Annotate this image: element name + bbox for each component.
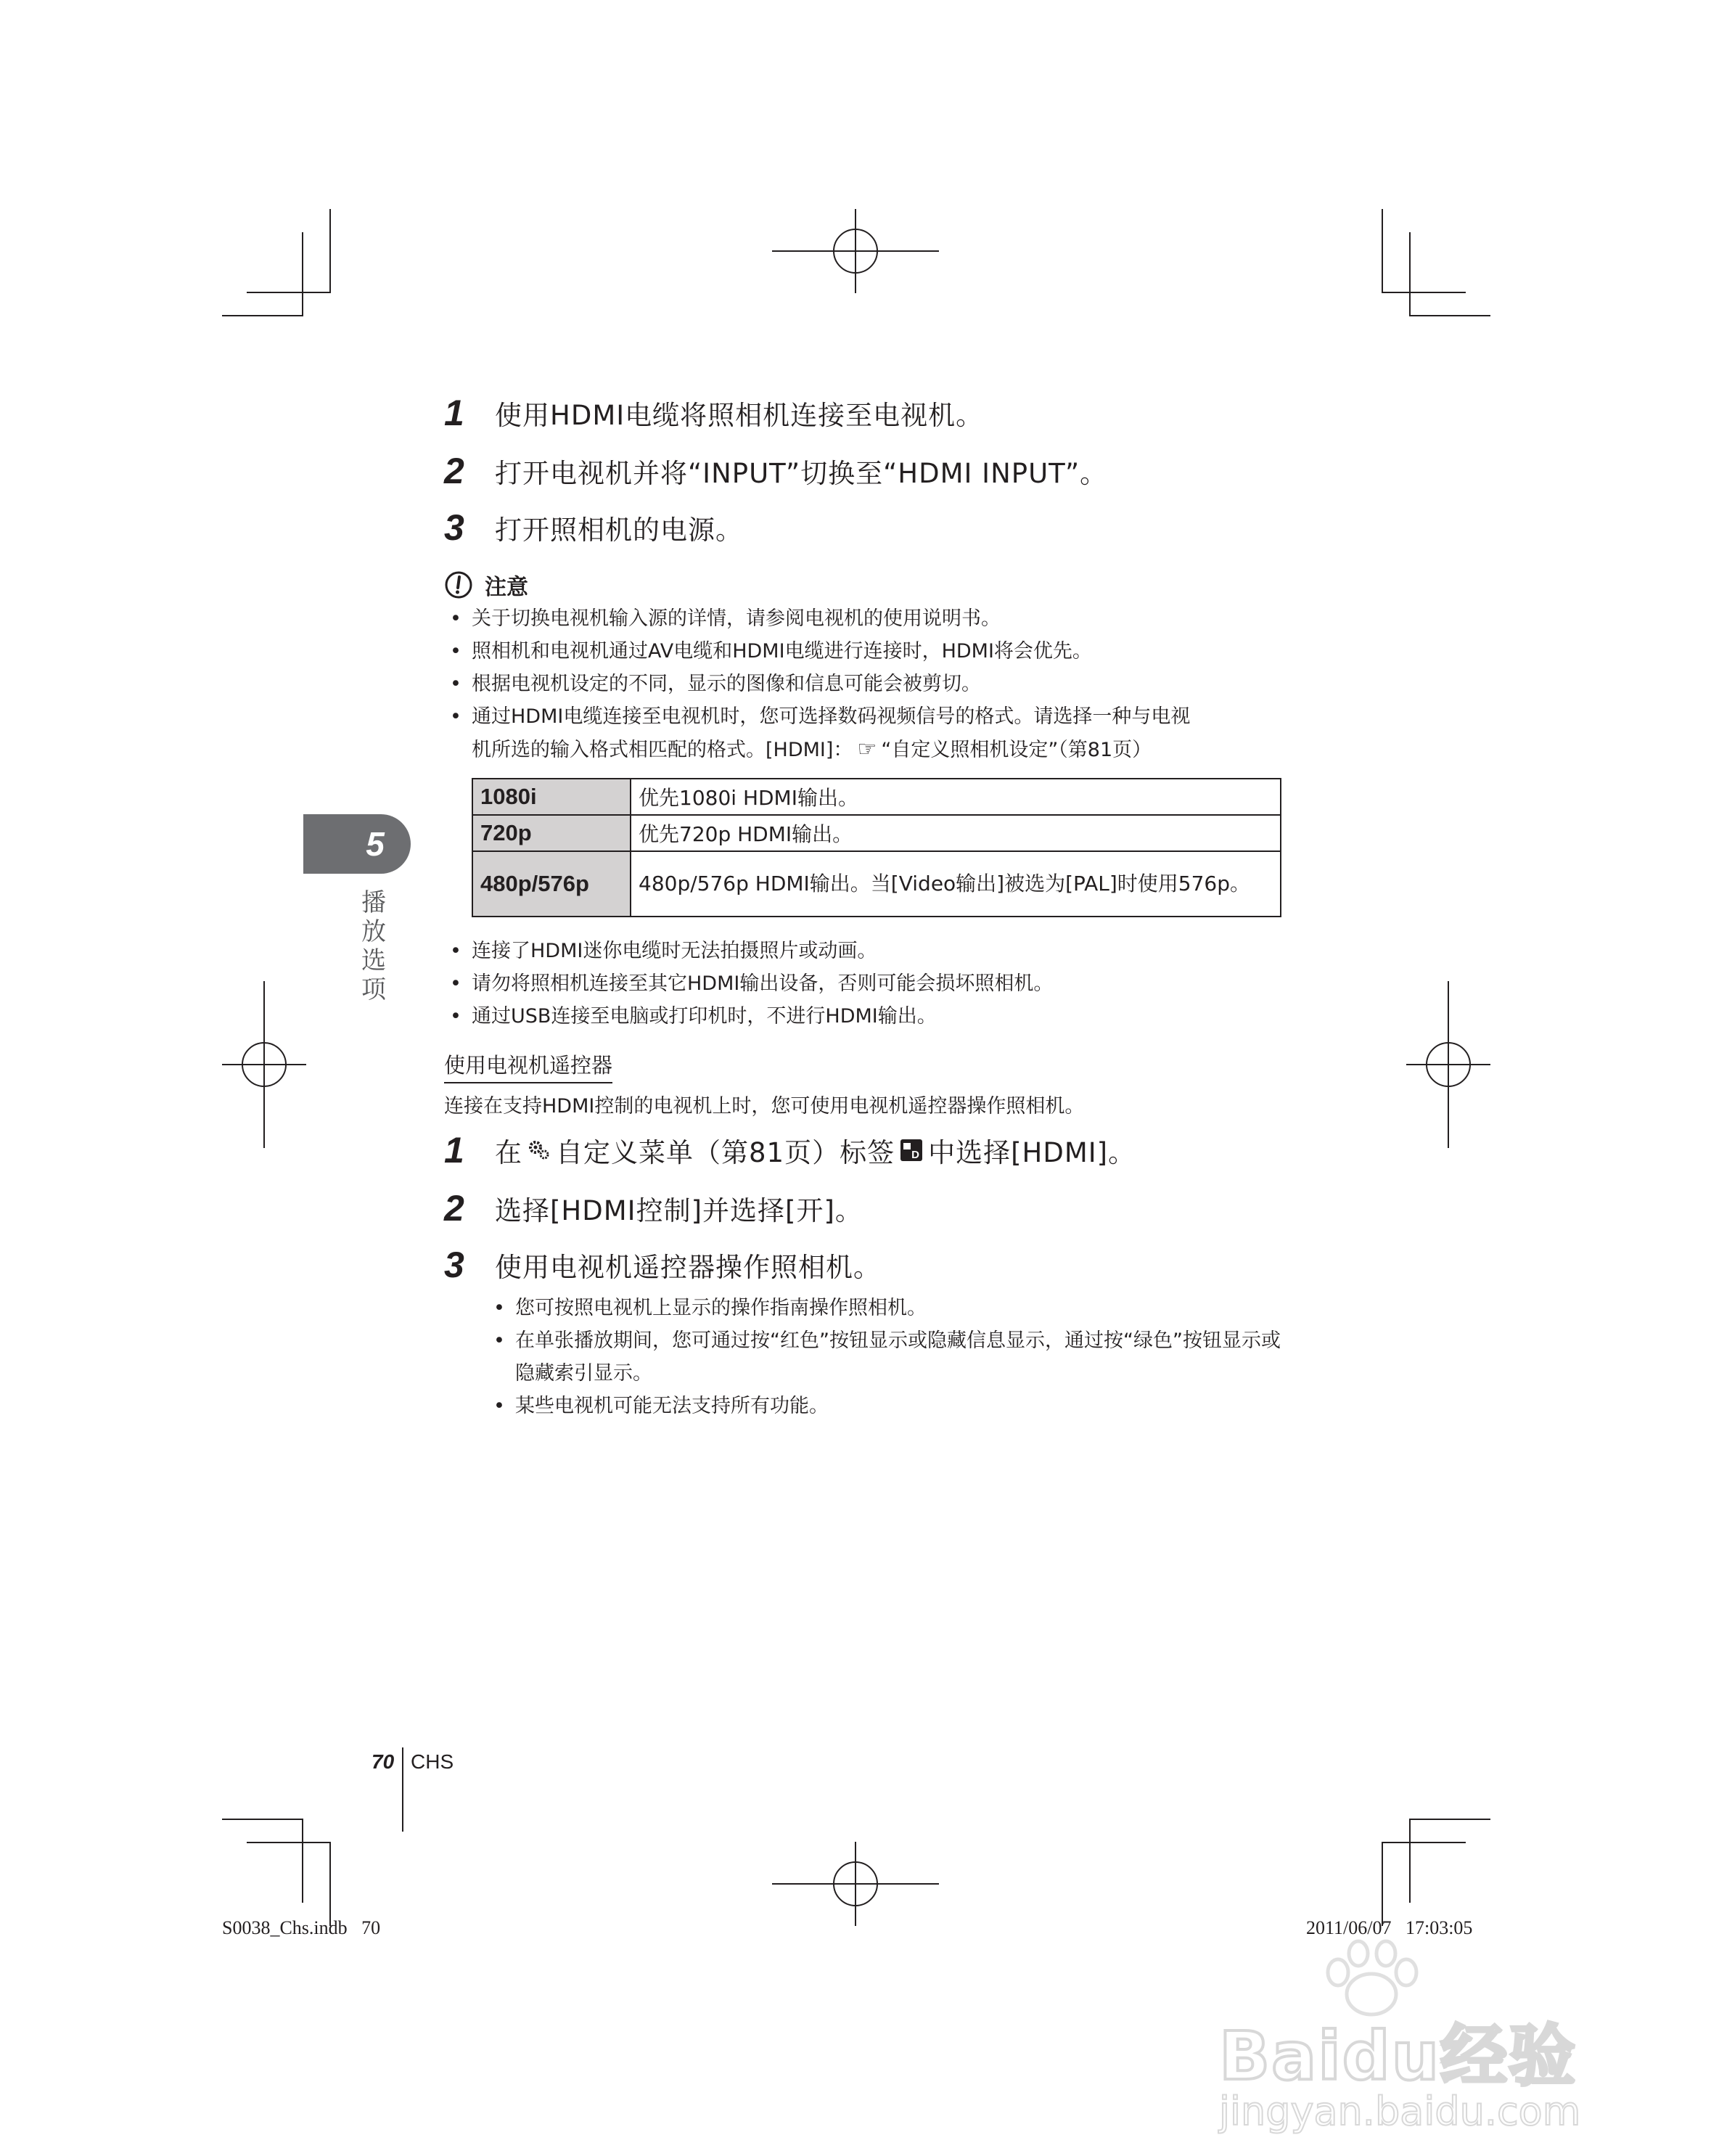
table-value: 优先1080i HDMI输出。 — [631, 779, 1281, 815]
table-key: 480p/576p — [472, 851, 631, 917]
registration-mark-right-icon — [1406, 981, 1490, 1148]
list-item: • 请勿将照相机连接至其它HDMI输出设备，否则可能会损坏照相机。 — [450, 967, 1292, 1000]
print-timestamp: 2011/06/07 17:03:05 — [1306, 1917, 1473, 1938]
bullet-line: 机所选的输入格式相匹配的格式。[HDMI]： — [472, 739, 853, 761]
footer-divider — [402, 1747, 403, 1832]
reference-icon: ☞ — [857, 737, 877, 762]
list-item: • 连接了HDMI迷你电缆时无法拍摄照片或动画。 — [450, 935, 1292, 967]
remote-notes-list — [493, 1292, 1292, 1422]
chapter-title: 播放选项 — [361, 888, 386, 1004]
list-item: • 根据电视机设定的不同，显示的图像和信息可能会被剪切。 — [450, 668, 1292, 700]
section-heading: 使用电视机遥控器 — [444, 1049, 612, 1083]
chapter-number: 5 — [366, 825, 385, 863]
step-number: 1 — [444, 1130, 464, 1171]
remote-step-2 — [444, 1187, 863, 1229]
tab-d-icon — [899, 1138, 924, 1163]
step-number: 1 — [444, 393, 464, 433]
step-text: 使用HDMI电缆将照相机连接至电视机。 — [495, 400, 984, 431]
chapter-tab — [303, 814, 411, 874]
step-text: 打开照相机的电源。 — [495, 515, 743, 546]
watermark-url: jingyan.baidu.com — [1219, 2089, 1581, 2134]
step-number: 3 — [444, 507, 464, 548]
step-text: 使用电视机遥控器操作照相机。 — [495, 1252, 881, 1283]
list-item: • 在单张播放期间，您可通过按“红色”按钮显示或隐藏信息显示，通过按“绿色”按钮显示或隐藏索引显示。 — [493, 1324, 1292, 1390]
section-intro: 连接在支持HDMI控制的电视机上时，您可使用电视机遥控器操作照相机。 — [444, 1095, 1085, 1118]
bullet-reference: “自定义照相机设定”（第81页） — [881, 739, 1152, 761]
list-item: • 您可按照电视机上显示的操作指南操作照相机。 — [493, 1292, 1292, 1324]
watermark-brand: Baidu经验 — [1219, 2017, 1577, 2095]
language-code: CHS — [411, 1750, 454, 1773]
table-key: 720p — [472, 815, 631, 851]
list-item — [450, 700, 1292, 766]
step-text: 自定义菜单（第81页）标签 — [556, 1137, 895, 1168]
list-item: • 某些电视机可能无法支持所有功能。 — [493, 1390, 1292, 1422]
step-number: 2 — [444, 451, 464, 491]
table-key: 1080i — [472, 779, 631, 815]
note-title: 注意 — [485, 575, 528, 600]
table-row — [472, 779, 1281, 815]
page-number: 70 — [372, 1750, 395, 1773]
hdmi-format-table — [472, 778, 1281, 917]
hdmi-notes-list — [450, 935, 1292, 1033]
step-3 — [444, 507, 743, 549]
step-number: 3 — [444, 1245, 464, 1285]
step-1 — [444, 392, 983, 434]
list-item: • 通过USB连接至电脑或打印机时，不进行HDMI输出。 — [450, 1000, 1292, 1033]
registration-mark-bottom-icon — [772, 1842, 939, 1926]
table-row — [472, 815, 1281, 851]
note-heading — [444, 569, 528, 601]
step-text: 打开电视机并将“INPUT”切换至“HDMI INPUT”。 — [495, 458, 1108, 489]
list-item: • 关于切换电视机输入源的详情，请参阅电视机的使用说明书。 — [450, 602, 1292, 635]
registration-mark-left-icon — [222, 981, 306, 1148]
step-text: 中选择[HDMI]。 — [928, 1137, 1136, 1168]
remote-step-1 — [444, 1129, 1136, 1171]
table-row — [472, 851, 1281, 917]
table-value: 优先720p HDMI输出。 — [631, 815, 1281, 851]
list-item: • 照相机和电视机通过AV电缆和HDMI电缆进行连接时，HDMI将会优先。 — [450, 635, 1292, 668]
step-text: 选择[HDMI控制]并选择[开]。 — [495, 1195, 863, 1226]
note-list — [450, 602, 1292, 766]
remote-step-3 — [444, 1244, 881, 1286]
step-text: 在 — [495, 1137, 522, 1168]
svg-text:D: D — [911, 1149, 921, 1161]
file-info: S0038_Chs.indb 70 — [222, 1917, 381, 1938]
bullet-line: 通过HDMI电缆连接至电视机时，您可选择数码视频信号的格式。请选择一种与电视 — [472, 705, 1191, 728]
registration-mark-top-icon — [772, 209, 939, 293]
table-value: 480p/576p HDMI输出。当[Video输出]被选为[PAL]时使用576p。 — [631, 851, 1281, 917]
custom-menu-gear-icon — [527, 1138, 551, 1163]
step-number: 2 — [444, 1188, 464, 1229]
step-2 — [444, 450, 1107, 492]
watermark — [1219, 1938, 1683, 2141]
caution-icon — [444, 570, 473, 599]
